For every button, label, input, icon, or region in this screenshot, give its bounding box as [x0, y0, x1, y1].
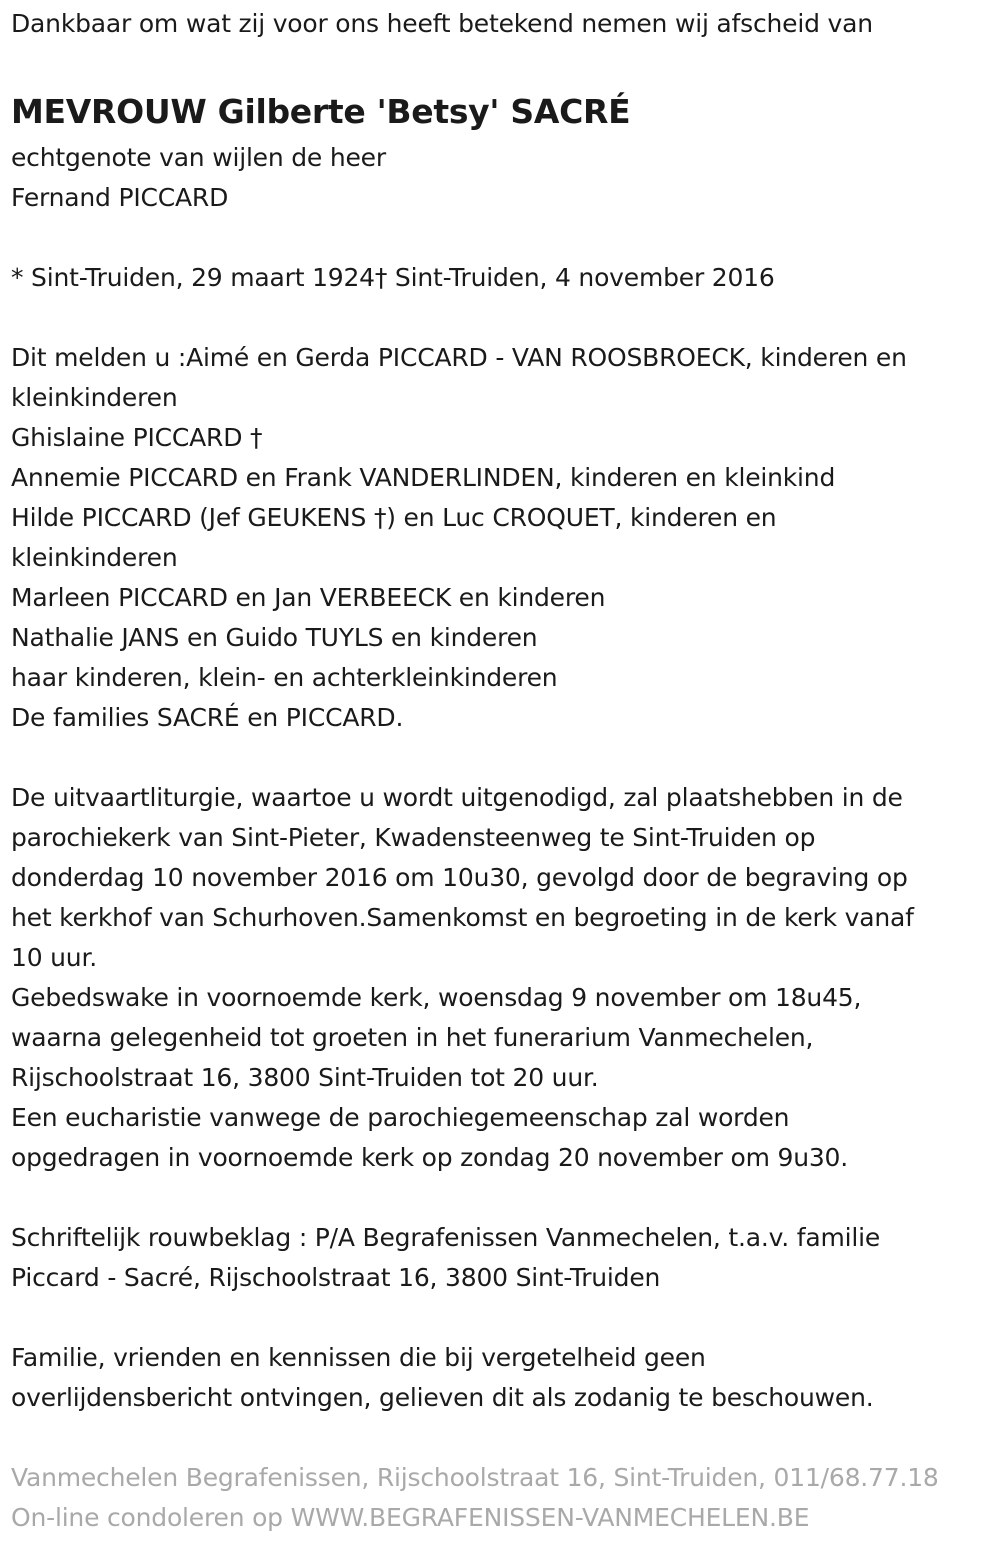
family-line: Nathalie JANS en Guido TUYLS en kinderen — [11, 623, 538, 652]
family-line: haar kinderen, klein- en achterkleinkinderen — [11, 663, 558, 692]
family-line: Annemie PICCARD en Frank VANDERLINDEN, kinderen en kleinkind — [11, 463, 836, 492]
ceremony-line: het kerkhof van Schurhoven.Samenkomst en begroeting in de kerk vanaf — [11, 903, 914, 932]
spouse-block — [11, 138, 991, 218]
family-line: kleinkinderen — [11, 383, 178, 412]
family-line: Marleen PICCARD en Jan VERBEECK en kinderen — [11, 583, 606, 612]
notice-line: overlijdensbericht ontvingen, gelieven dit als zodanig te beschouwen. — [11, 1383, 874, 1412]
ceremony-block — [11, 778, 991, 1178]
condolence-line: Schriftelijk rouwbeklag : P/A Begrafenissen Vanmechelen, t.a.v. familie — [11, 1223, 881, 1252]
family-line: Dit melden u :Aimé en Gerda PICCARD - VAN ROOSBROECK, kinderen en — [11, 343, 907, 372]
family-line: kleinkinderen — [11, 543, 178, 572]
deceased-name: MEVROUW Gilberte 'Betsy' SACRÉ — [11, 92, 631, 131]
family-line: Ghislaine PICCARD † — [11, 423, 263, 452]
family-line: De families SACRÉ en PICCARD. — [11, 703, 404, 732]
spouse-name: Fernand PICCARD — [11, 183, 229, 212]
obituary-notice — [11, 4, 991, 1538]
birth-death-dates: * Sint-Truiden, 29 maart 1924† Sint-Truiden, 4 november 2016 — [11, 263, 775, 292]
ceremony-line: parochiekerk van Sint-Pieter, Kwadensteenweg te Sint-Truiden op — [11, 823, 816, 852]
ceremony-line: waarna gelegenheid tot groeten in het funerarium Vanmechelen, — [11, 1023, 814, 1052]
ceremony-line: opgedragen in voornoemde kerk op zondag 20 november om 9u30. — [11, 1143, 849, 1172]
ceremony-line: De uitvaartliturgie, waartoe u wordt uitgenodigd, zal plaatshebben in de — [11, 783, 903, 812]
condolence-block — [11, 1218, 991, 1298]
footer — [11, 1458, 991, 1538]
notice-block — [11, 1338, 991, 1418]
ceremony-line: Gebedswake in voornoemde kerk, woensdag 9 november om 18u45, — [11, 983, 862, 1012]
condolence-line: Piccard - Sacré, Rijschoolstraat 16, 3800 Sint-Truiden — [11, 1263, 661, 1292]
ceremony-line: Een eucharistie vanwege de parochiegemeenschap zal worden — [11, 1103, 790, 1132]
intro-text: Dankbaar om wat zij voor ons heeft betekend nemen wij afscheid van — [11, 9, 873, 38]
family-line: Hilde PICCARD (Jef GEUKENS †) en Luc CROQUET, kinderen en — [11, 503, 777, 532]
spouse-line: echtgenote van wijlen de heer — [11, 143, 386, 172]
ceremony-line: donderdag 10 november 2016 om 10u30, gevolgd door de begraving op — [11, 863, 908, 892]
footer-address: Vanmechelen Begrafenissen, Rijschoolstraat 16, Sint-Truiden, 011/68.77.18 — [11, 1463, 939, 1492]
family-block — [11, 338, 991, 738]
notice-line: Familie, vrienden en kennissen die bij vergetelheid geen — [11, 1343, 706, 1372]
footer-website: On-line condoleren op WWW.BEGRAFENISSEN-VANMECHELEN.BE — [11, 1503, 810, 1532]
ceremony-line: 10 uur. — [11, 943, 97, 972]
ceremony-line: Rijschoolstraat 16, 3800 Sint-Truiden tot 20 uur. — [11, 1063, 599, 1092]
